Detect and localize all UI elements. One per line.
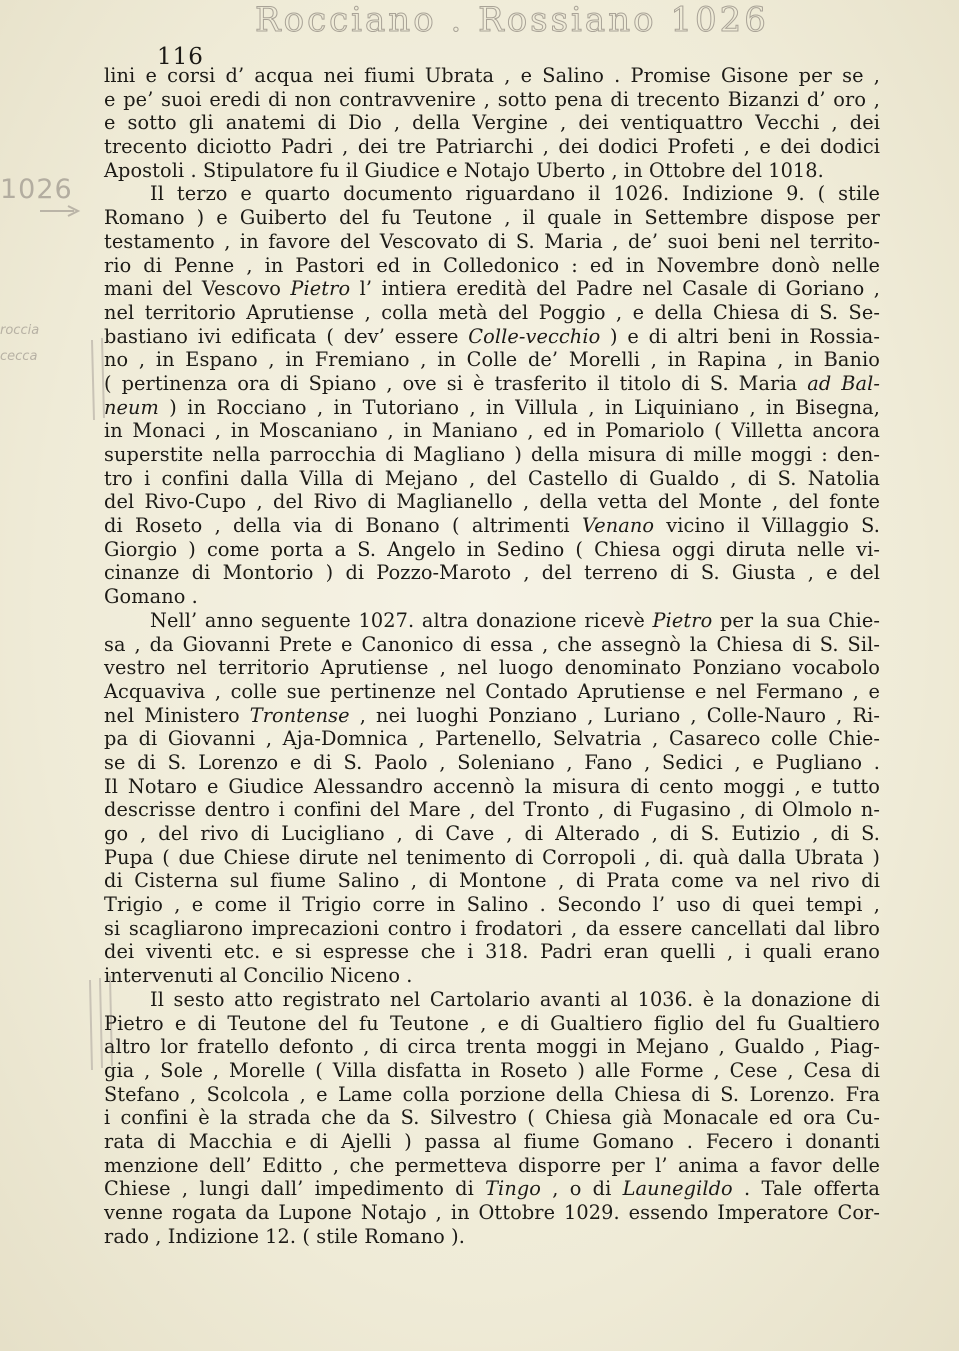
text-line bbox=[104, 917, 880, 941]
text-line bbox=[104, 1012, 880, 1036]
text-segment: sa , da Giovanni Prete e Canonico di essa , che assegnò la Chiesa di S. Sil- bbox=[104, 632, 880, 656]
page-number: 116 bbox=[157, 44, 204, 70]
body-text bbox=[104, 64, 880, 1248]
text-line bbox=[104, 1106, 880, 1130]
text-line bbox=[104, 277, 880, 301]
text-line bbox=[104, 964, 880, 988]
text-segment: si scagliarono imprecazioni contro i frodatori , da essere cancellati dal libro bbox=[104, 916, 880, 940]
text-line bbox=[104, 1083, 880, 1107]
text-segment: nel territorio Aprutiense , colla metà del Poggio , e della Chiesa di S. Se- bbox=[104, 300, 880, 324]
text-line bbox=[104, 561, 880, 585]
margin-arrow-icon bbox=[38, 204, 82, 218]
text-segment: ) in Rocciano , in Tutoriano , in Villula , in Liquiniano , in Bisegna, bbox=[158, 395, 880, 419]
text-segment: Il Notaro e Giudice Alessandro accennò la misura di cento moggi , e tutto bbox=[104, 774, 880, 798]
text-segment: vicino il Villaggio S. bbox=[654, 514, 880, 538]
text-segment: gia , Sole , Morelle ( Villa disfatta in Roseto ) alle Forme , Cese , Cesa di bbox=[104, 1058, 880, 1082]
text-segment: descrisse dentro i confini del Mare , del Tronto , di Fugasino , di Olmolo n- bbox=[104, 798, 880, 822]
text-segment: altro lor fratello defonto , di circa trenta moggi in Mejano , Gualdo , Piag- bbox=[104, 1035, 880, 1059]
text-line bbox=[104, 443, 880, 467]
text-segment: se di S. Lorenzo e di S. Paolo , Soleniano , Fano , Sedici , e Pugliano . bbox=[104, 750, 880, 774]
text-segment: rio di Penne , in Pastori ed in Colledonico : ed in Novembre donò nelle bbox=[104, 253, 880, 277]
text-segment: del Rivo-Cupo , del Rivo di Maglianello , della vetta del Monte , del fonte bbox=[104, 490, 880, 514]
text-line bbox=[104, 396, 880, 420]
text-line bbox=[104, 680, 880, 704]
text-segment: testamento , in favore del Vescovato di S. Maria , de’ suoi beni nel territo- bbox=[104, 229, 880, 253]
text-line bbox=[104, 159, 880, 183]
text-segment: Giorgio ) come porta a S. Angelo in Sedino ( Chiesa oggi diruta nelle vi- bbox=[104, 537, 880, 561]
text-segment: cinanze di Montorio ) di Pozzo-Maroto , del terreno di S. Giusta , e del bbox=[104, 561, 880, 585]
text-segment: di Roseto , della via di Bonano ( altrimenti bbox=[104, 514, 582, 538]
text-segment: go , del rivo di Lucigliano , di Cave , di Alterado , di S. Eutizio , di S. bbox=[104, 822, 880, 845]
italic-text: ad Bal- bbox=[807, 371, 880, 395]
margin-side-note: roccia cecca bbox=[0, 323, 40, 364]
text-segment: di Cisterna sul fiume Salino , di Montone , di Prata come va nel rivo di bbox=[104, 869, 880, 893]
text-segment: Gomano . bbox=[104, 585, 198, 609]
text-segment: Pupa ( due Chiese dirute nel tenimento di Corropoli , di. quà dalla Ubrata ) bbox=[104, 845, 880, 869]
text-segment: rado , Indizione 12. ( stile Romano ). bbox=[104, 1224, 465, 1248]
text-line bbox=[104, 1035, 880, 1059]
text-segment: Trigio , e come il Trigio corre in Salino . Secondo l’ uso di quei tempi , bbox=[104, 893, 880, 917]
text-segment: Stefano , Scolcola , e Lame colla porzione della Chiesa di S. Lorenzo. Fra bbox=[104, 1082, 880, 1106]
text-line bbox=[104, 988, 880, 1012]
text-segment: Apostoli . Stipulatore fu il Giudice e Notajo Uberto , in Ottobre del 1018. bbox=[104, 158, 824, 182]
text-line bbox=[104, 798, 880, 822]
text-line bbox=[104, 325, 880, 349]
text-segment: per la sua Chie- bbox=[712, 608, 881, 632]
italic-text: Colle-vecchio bbox=[468, 324, 601, 348]
text-line bbox=[104, 538, 880, 562]
italic-text: Venano bbox=[581, 514, 655, 538]
text-line bbox=[104, 88, 880, 112]
handwritten-header-annotation: Rocciano . Rossiano 1026 bbox=[255, 0, 769, 36]
text-line bbox=[104, 372, 880, 396]
text-line bbox=[104, 1177, 880, 1201]
text-segment: l’ intiera eredità del Padre nel Casale di Goriano , bbox=[350, 277, 880, 301]
text-line bbox=[104, 1059, 880, 1083]
text-line bbox=[104, 1154, 880, 1178]
italic-text: Launegildo bbox=[622, 1177, 733, 1201]
text-segment: pa di Giovanni , Aja-Domnica , Partenello, Selvatria , Casareco colle Chie- bbox=[104, 727, 880, 751]
text-segment: superstite nella parrocchia di Magliano ) della misura di mille moggi : den- bbox=[104, 443, 880, 466]
text-segment: mani del Vescovo bbox=[104, 277, 291, 301]
text-line bbox=[104, 514, 880, 538]
text-line bbox=[104, 419, 880, 443]
text-line bbox=[104, 111, 880, 135]
text-line bbox=[104, 490, 880, 514]
text-segment: Chiese , lungi dall’ impedimento di bbox=[104, 1177, 486, 1201]
text-segment: tro i confini dalla Villa di Mejano , del Castello di Gualdo , di S. Natolia bbox=[104, 466, 880, 490]
text-segment: e pe’ suoi eredi di non contravvenire , sotto pena di trecento Bizanzi d’ oro , bbox=[104, 87, 880, 111]
text-line bbox=[104, 751, 880, 775]
text-line bbox=[104, 64, 880, 88]
text-line bbox=[104, 893, 880, 917]
text-segment: Romano ) e Guiberto del fu Teutone , il quale in Settembre dispose per bbox=[104, 206, 880, 230]
text-segment: trecento diciotto Padri , dei tre Patriarchi , dei dodici Profeti , e dei dodici bbox=[104, 135, 880, 159]
text-segment: Acquaviva , colle sue pertinenze nel Contado Aprutiense e nel Fermano , e bbox=[104, 679, 880, 703]
text-segment: vestro nel territorio Aprutiense , nel luogo denominato Ponziano vocabolo bbox=[104, 656, 880, 680]
text-line bbox=[104, 656, 880, 680]
text-line bbox=[104, 727, 880, 751]
text-line bbox=[104, 846, 880, 870]
italic-text: Pietro bbox=[652, 608, 713, 632]
italic-text: neum bbox=[104, 395, 159, 419]
italic-text: Tingo bbox=[485, 1177, 541, 1201]
text-segment: ) e di altri beni in Rossia- bbox=[600, 324, 880, 348]
text-line bbox=[104, 254, 880, 278]
text-line bbox=[104, 135, 880, 159]
text-segment: ( pertinenza ora di Spiano , ove si è trasferito il titolo di S. Maria bbox=[104, 371, 808, 395]
text-segment: Nell’ anno seguente 1027. altra donazione ricevè bbox=[150, 608, 653, 632]
text-segment: intervenuti al Concilio Niceno . bbox=[104, 964, 413, 988]
italic-text: Trontense bbox=[249, 703, 350, 727]
text-line bbox=[104, 1225, 880, 1249]
text-segment: dei viventi etc. e si espresse che i 318. Padri eran quelli , i quali erano bbox=[104, 940, 880, 964]
text-line bbox=[104, 775, 880, 799]
text-line bbox=[104, 585, 880, 609]
text-line bbox=[104, 940, 880, 964]
text-segment: . Tale offerta bbox=[732, 1177, 881, 1201]
text-segment: i confini è la strada che da S. Silvestro ( Chiesa già Monacale ed ora Cu- bbox=[104, 1106, 880, 1130]
text-line bbox=[104, 822, 880, 846]
text-line bbox=[104, 704, 880, 728]
text-segment: Il terzo e quarto documento riguardano il 1026. Indizione 9. ( stile bbox=[150, 182, 880, 206]
text-line bbox=[104, 1201, 880, 1225]
text-segment: Pietro e di Teutone del fu Teutone , e di Gualtiero figlio del fu Gualtiero bbox=[104, 1011, 880, 1035]
text-line bbox=[104, 182, 880, 206]
text-segment: menzione dell’ Editto , che permetteva disporre per l’ anima a favor delle bbox=[104, 1153, 880, 1177]
text-segment: e sotto gli anatemi di Dio , della Vergine , dei ventiquattro Vecchi , dei bbox=[104, 111, 880, 135]
text-segment: bastiano ivi edificata ( dev’ essere bbox=[104, 324, 469, 348]
text-segment: lini e corsi d’ acqua nei fiumi Ubrata , e Salino . Promise Gisone per se , bbox=[104, 64, 880, 87]
text-line bbox=[104, 1130, 880, 1154]
text-segment: , o di bbox=[541, 1177, 623, 1201]
text-segment: nel Ministero bbox=[104, 703, 250, 727]
text-line bbox=[104, 301, 880, 325]
text-line bbox=[104, 467, 880, 491]
text-segment: Il sesto atto registrato nel Cartolario avanti al 1036. è la donazione di bbox=[150, 987, 880, 1011]
text-line bbox=[104, 869, 880, 893]
text-line bbox=[104, 348, 880, 372]
text-line bbox=[104, 230, 880, 254]
text-line bbox=[104, 633, 880, 657]
text-segment: in Monaci , in Moscaniano , in Maniano , ed in Pomariolo ( Villetta ancora bbox=[104, 419, 880, 443]
margin-year-note: 1026 bbox=[0, 174, 73, 205]
text-segment: venne rogata da Lupone Notajo , in Ottobre 1029. essendo Imperatore Cor- bbox=[104, 1201, 880, 1224]
text-segment: no , in Espano , in Fremiano , in Colle de’ Morelli , in Rapina , in Banio bbox=[104, 348, 880, 372]
text-segment: rata di Macchia e di Ajelli ) passa al fiume Gomano . Fecero i donanti bbox=[104, 1129, 880, 1153]
italic-text: Pietro bbox=[290, 277, 351, 301]
text-line bbox=[104, 609, 880, 633]
text-line bbox=[104, 206, 880, 230]
text-segment: , nei luoghi Ponziano , Luriano , Colle-Nauro , Ri- bbox=[349, 703, 880, 727]
